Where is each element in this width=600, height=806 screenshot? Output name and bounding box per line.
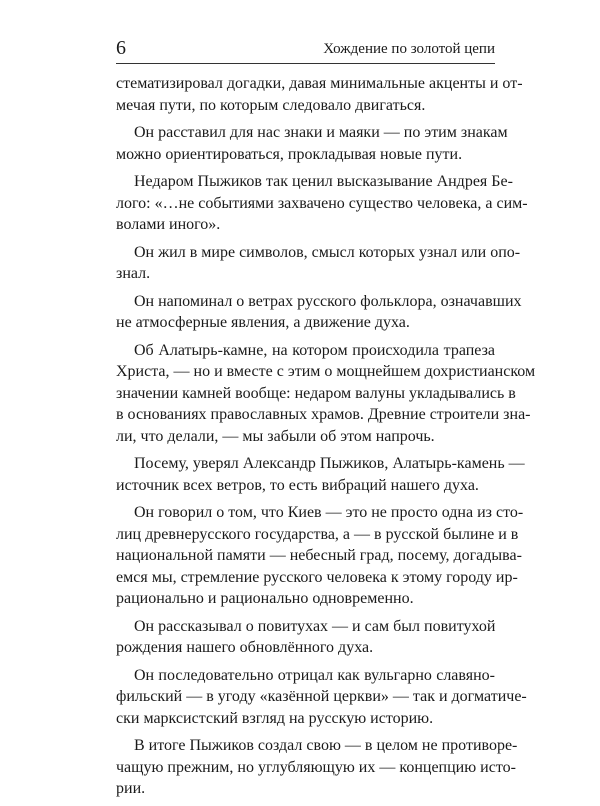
text-line: лого: «…не событиями захвачено существо человека, а сим- (116, 194, 528, 212)
text-line: можно ориентироваться, прокладывая новые пути. (116, 145, 463, 163)
text-line: рождения нашего обновлённого духа. (116, 639, 374, 656)
paragraph (116, 242, 521, 285)
text-line: Он последовательно отрицал как вульгарно славяно- (134, 666, 495, 684)
page-number: 6 (116, 37, 126, 59)
paragraph (116, 735, 518, 800)
text-line: значении камней вообще: недаром валуны укладывались в (116, 384, 516, 402)
paragraph (116, 171, 528, 236)
text-line: в основаниях православных храмов. Древние строители зна- (116, 406, 531, 423)
text-line: рационально и рационально одновременно. (116, 590, 414, 607)
text-line: Недаром Пыжиков так ценил высказывание Андрея Бе- (134, 173, 513, 190)
text-line: стематизировал догадки, давая минимальные акценты и от- (116, 75, 523, 92)
text-line: Он жил в мире символов, смысл которых узнал или опо- (134, 243, 521, 261)
text-line: В итоге Пыжиков создал свою — в целом не противоре- (134, 737, 518, 754)
paragraph (116, 340, 536, 448)
running-title: Хождение по золотой цепи (323, 41, 495, 57)
text-line: ски марксистский взгляд на русскую историю. (116, 709, 434, 727)
text-line: Он расставил для нас знаки и маяки — по этим знакам (134, 124, 508, 141)
paragraph (116, 122, 508, 165)
text-line: Он говорил о том, что Киев — это не просто одна из сто- (134, 504, 524, 521)
text-line: емся мы, стремление русского человека к этому городу ир- (116, 568, 518, 586)
text-line: рии. (116, 780, 146, 797)
text-line: волами иного». (116, 216, 221, 233)
text-line: знал. (116, 265, 151, 282)
text-line: ли, что делали, — мы забыли об этом напрочь. (116, 427, 435, 445)
text-line: национальной памяти — небесный град, посему, догадыва- (116, 547, 522, 564)
body-text (116, 73, 536, 806)
text-line: Христа, — но и вместе с этим о мощнейшем дохристианском (116, 363, 536, 380)
paragraph (116, 73, 523, 116)
text-line: фильский — в угоду «казённой церкви» — так и догматиче- (116, 688, 527, 705)
text-line: чащую прежним, но углубляющую их — концепцию исто- (116, 758, 516, 776)
text-line: Посему, уверял Александр Пыжиков, Алатырь-камень — (134, 455, 525, 472)
page-header (116, 37, 495, 64)
text-line: не атмосферные явления, а движение духа. (116, 314, 410, 331)
paragraph (116, 616, 495, 659)
text-line: мечая пути, по которым следовало двигаться. (116, 96, 426, 114)
text-line: Он рассказывал о повитухах — и сам был повитухой (134, 617, 496, 635)
text-line: Об Алатырь-камне, на котором происходила трапеза (134, 341, 495, 359)
paragraph (116, 453, 525, 496)
text-line: источник всех ветров, то есть вибраций нашего духа. (116, 476, 479, 494)
paragraph (116, 502, 524, 610)
paragraph (116, 291, 522, 334)
text-line: Он напоминал о ветрах русского фольклора, означавших (134, 292, 522, 310)
paragraph (116, 665, 527, 730)
text-line: лиц древнерусского государства, а — в русской былине и в (116, 525, 519, 543)
